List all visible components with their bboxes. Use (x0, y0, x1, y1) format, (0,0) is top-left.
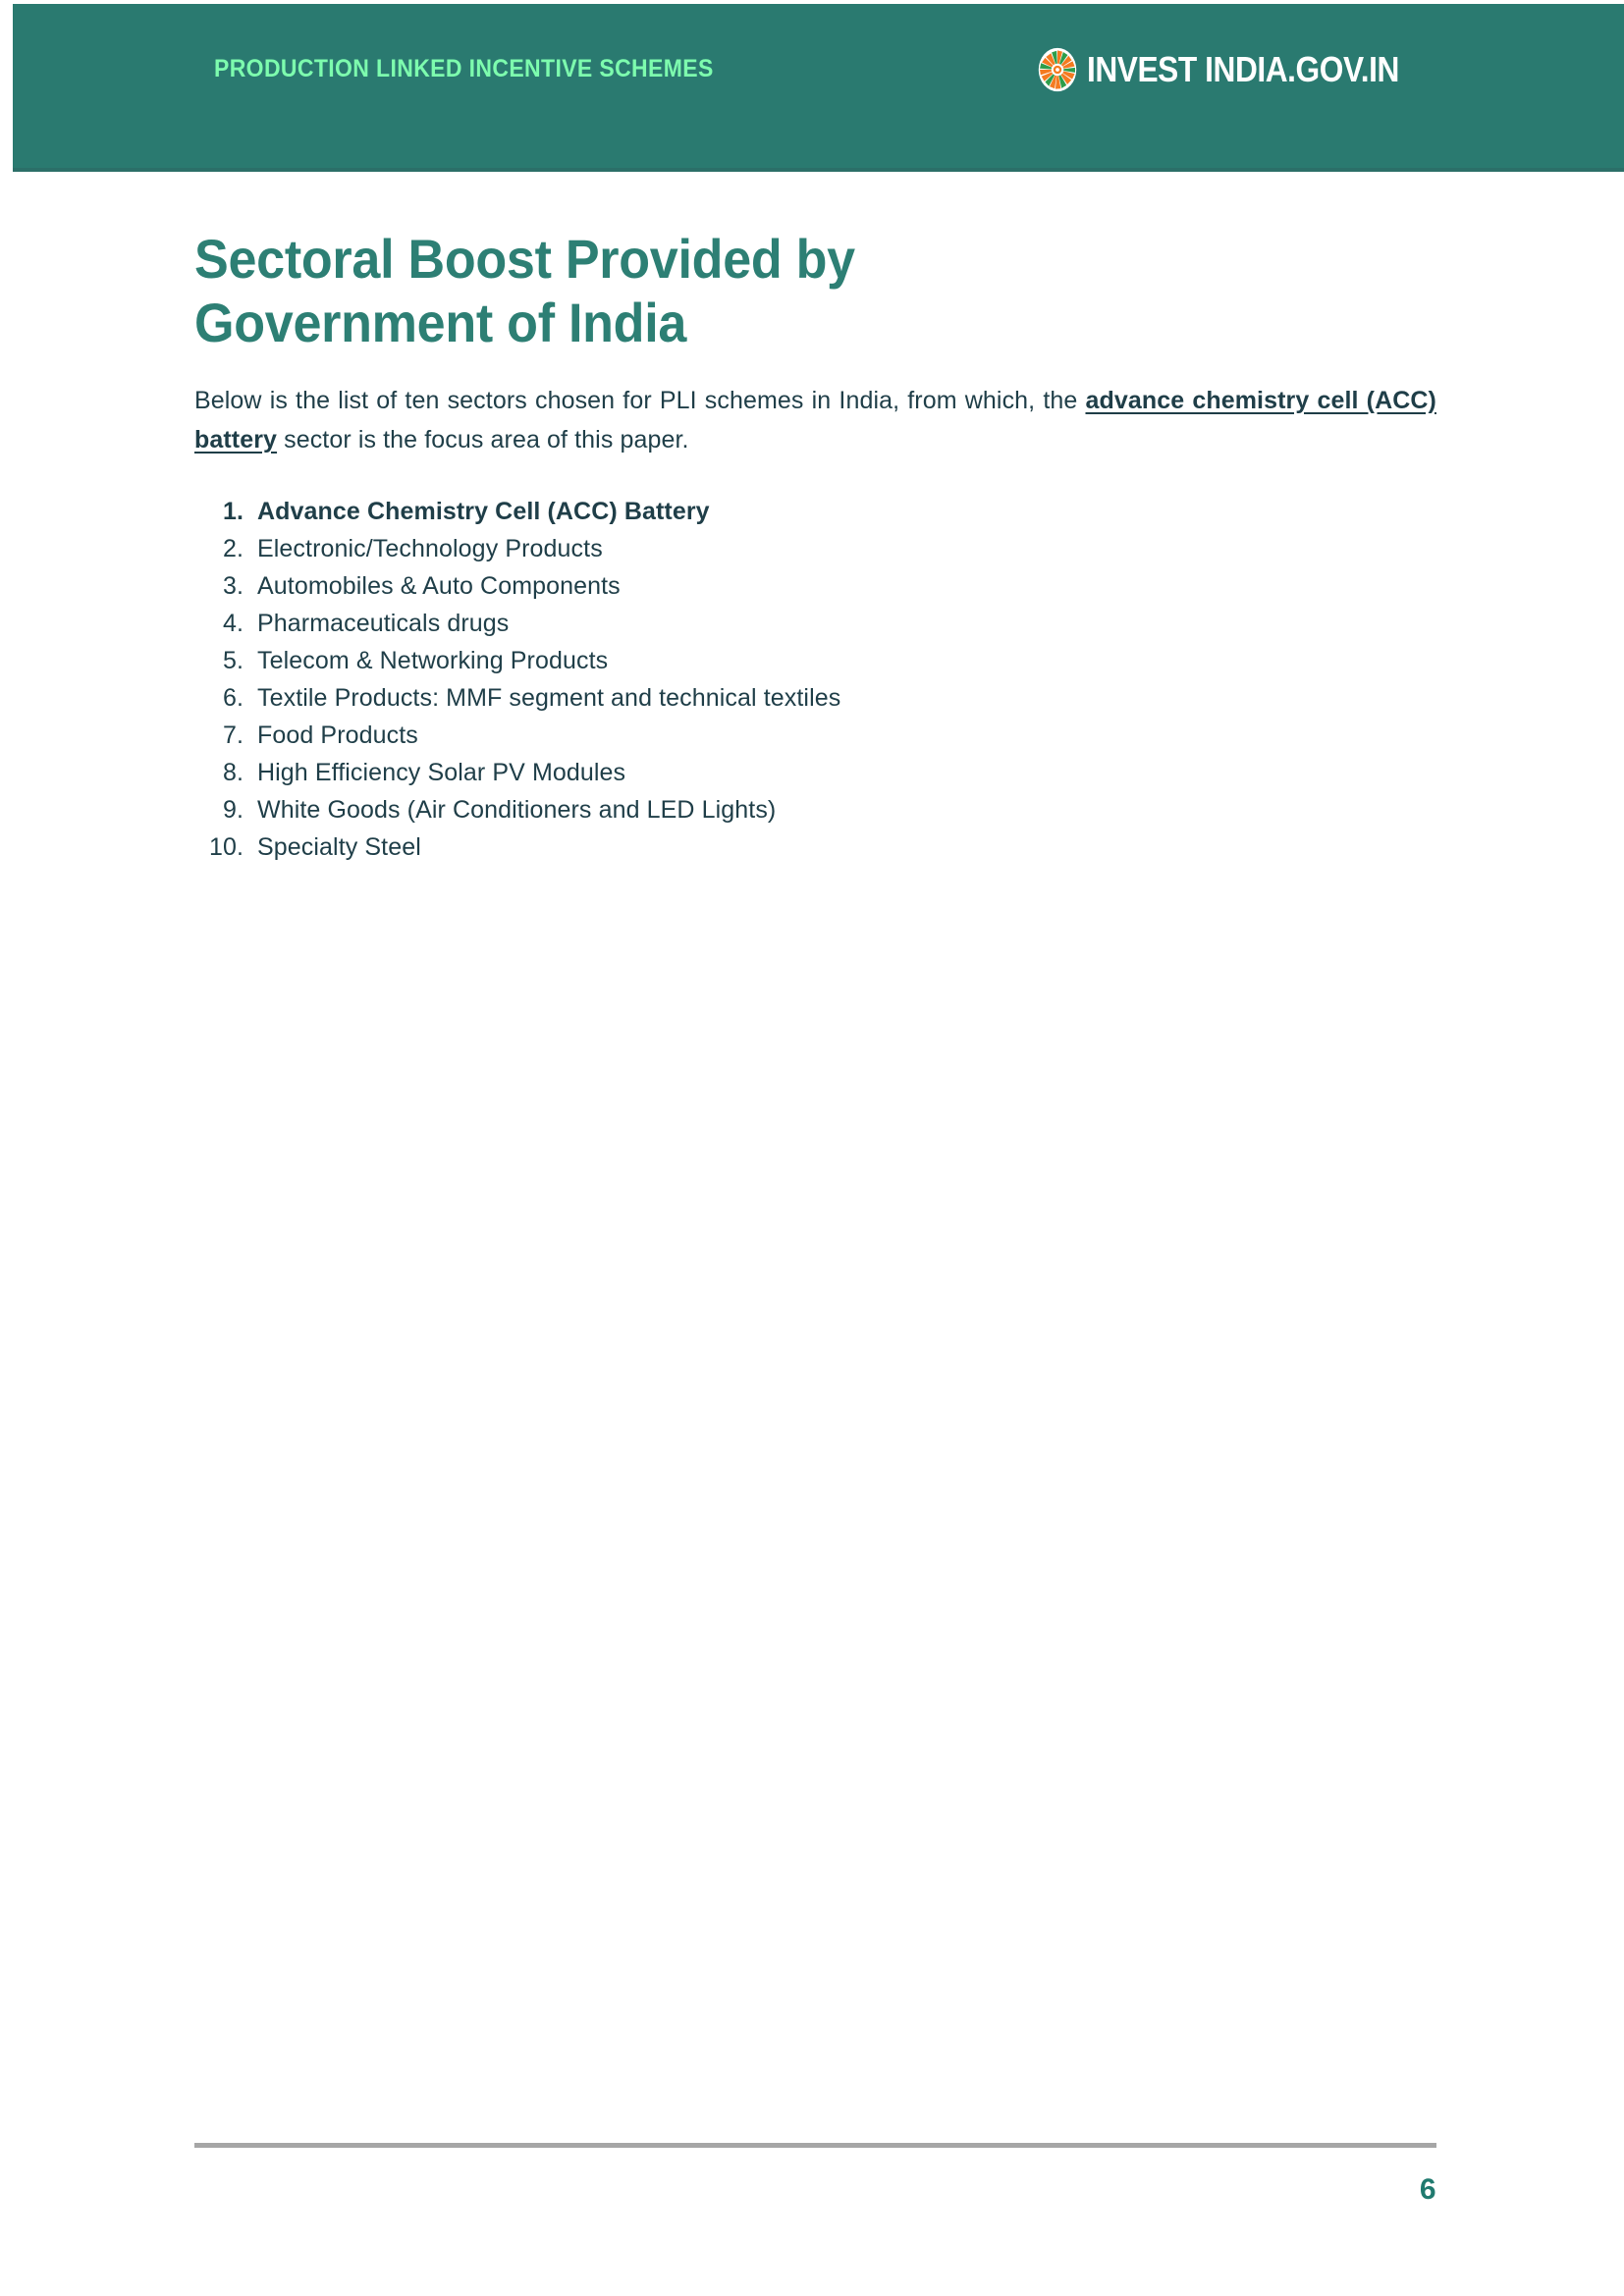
footer-divider (194, 2143, 1436, 2148)
list-item-number: 4. (222, 609, 244, 637)
page-content (194, 228, 1436, 867)
intro-paragraph (194, 381, 1436, 460)
list-item-number: 9. (222, 795, 244, 824)
pli-sector-list (194, 494, 1436, 867)
list-item (194, 718, 1436, 755)
intro-text-before: Below is the list of ten sectors chosen for PLI schemes in India, from which, the (194, 386, 1086, 414)
list-item (194, 755, 1436, 792)
page-title (194, 228, 1442, 355)
list-item-number: 8. (222, 758, 244, 786)
list-item (194, 829, 1436, 867)
list-item-label: Advance Chemistry Cell (ACC) Battery (257, 497, 710, 525)
list-item-number: 6. (222, 683, 244, 712)
list-item (194, 531, 1436, 568)
list-item-number: 1. (222, 497, 244, 525)
list-item (194, 606, 1436, 643)
list-item (194, 568, 1436, 606)
invest-india-brand (1037, 47, 1441, 92)
page-title-line-2: Government of India (194, 291, 687, 353)
list-item (194, 792, 1436, 829)
list-item (194, 680, 1436, 718)
list-item-label: Specialty Steel (257, 832, 421, 861)
list-item-label: Electronic/Technology Products (257, 534, 603, 562)
list-item-label: Textile Products: MMF segment and technical textiles (257, 683, 841, 712)
invest-india-chakra-icon (1037, 47, 1078, 92)
list-item-number: 2. (222, 534, 244, 562)
list-item-label: Pharmaceuticals drugs (257, 609, 510, 637)
page-footer (194, 2143, 1436, 2207)
list-item-number: 3. (222, 571, 244, 600)
list-item-label: White Goods (Air Conditioners and LED Lights) (257, 795, 777, 824)
list-item (194, 643, 1436, 680)
page-title-line-1: Sectoral Boost Provided by (194, 228, 855, 290)
list-item-label: Food Products (257, 721, 418, 749)
list-item-number: 5. (222, 646, 244, 674)
running-header-title: PRODUCTION LINKED INCENTIVE SCHEMES (214, 55, 714, 82)
invest-india-brand-text: INVEST INDIA.GOV.IN (1087, 49, 1399, 89)
list-item-label: Automobiles & Auto Components (257, 571, 621, 600)
list-item-label: High Efficiency Solar PV Modules (257, 758, 626, 786)
list-item-number: 7. (222, 721, 244, 749)
intro-emphasis-acc-battery: advance chemistry cell (ACC) battery (194, 386, 1436, 454)
page-number: 6 (1419, 2173, 1436, 2206)
list-item-label: Telecom & Networking Products (257, 646, 609, 674)
intro-text-after: sector is the focus area of this paper. (277, 426, 689, 454)
list-item (194, 494, 1436, 531)
page-header-band (13, 4, 1624, 172)
list-item-number: 10. (208, 832, 244, 861)
